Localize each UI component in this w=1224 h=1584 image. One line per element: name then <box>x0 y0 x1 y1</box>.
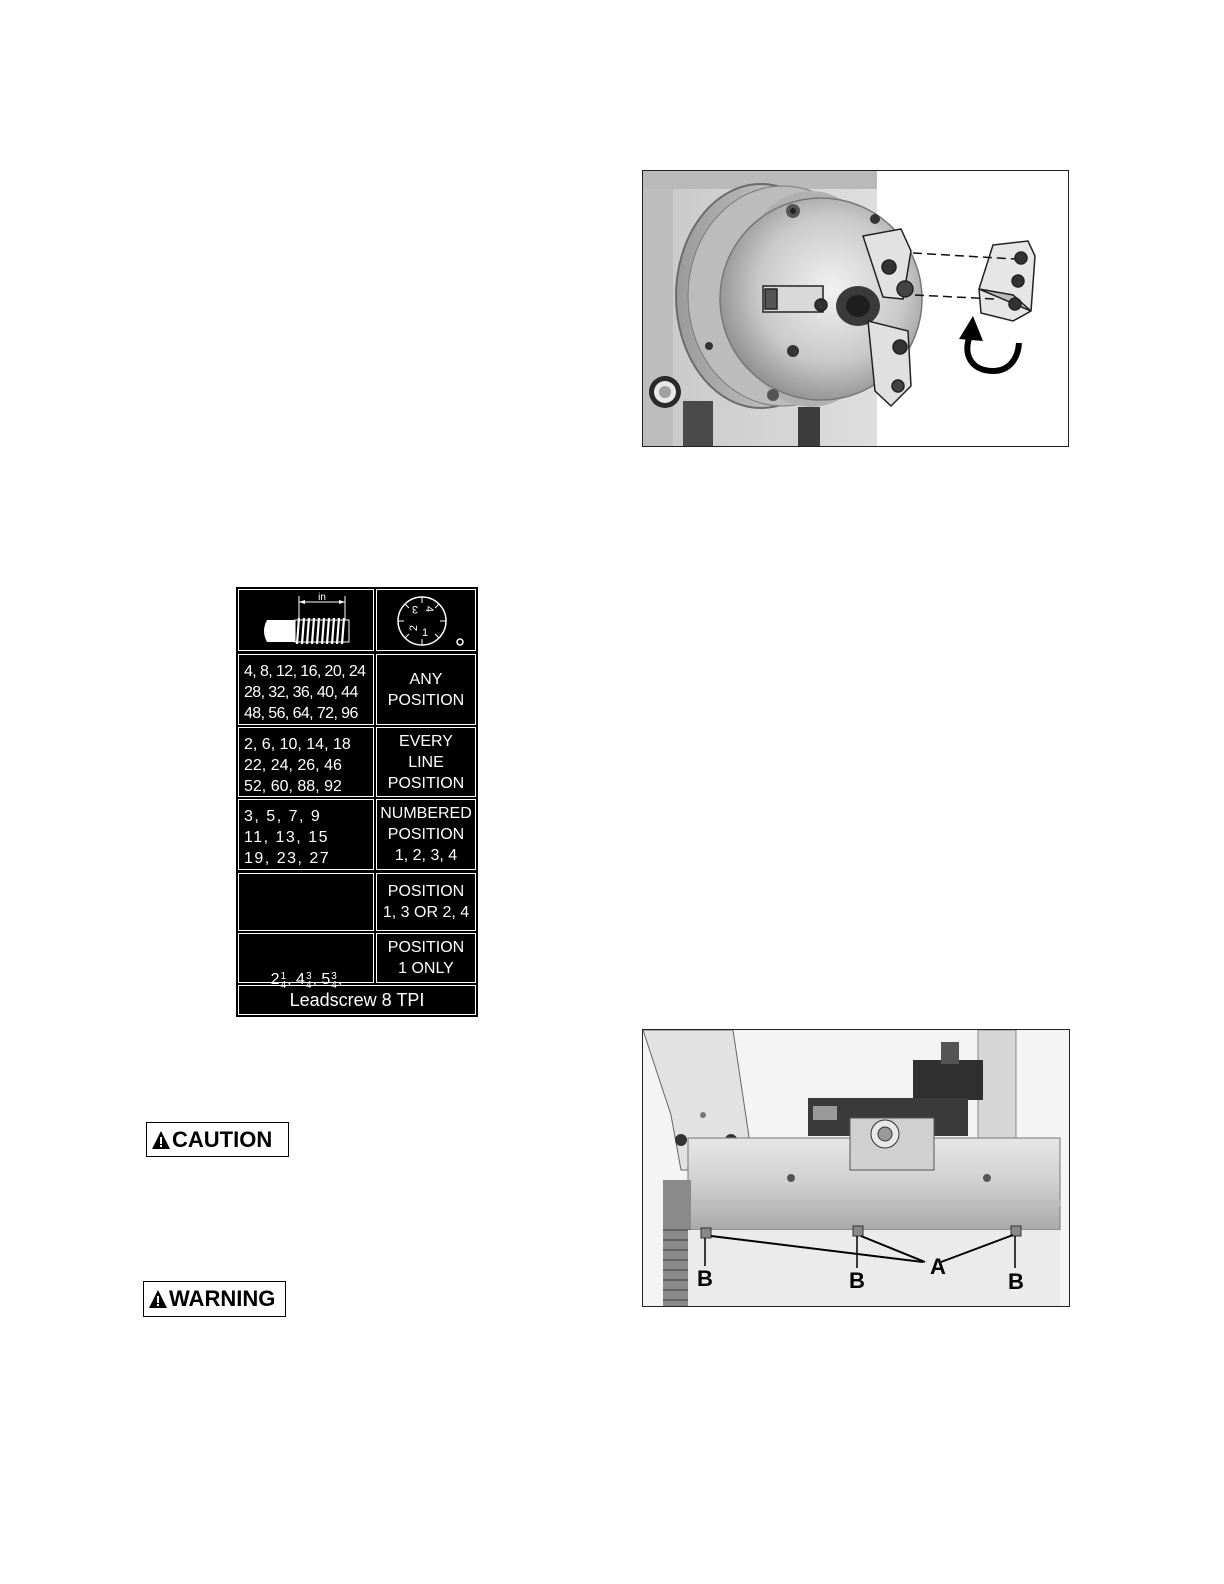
carriage-illustration <box>643 1030 1069 1306</box>
warning-text: WARNING <box>169 1286 276 1311</box>
threads-row-5 <box>238 933 374 991</box>
thread-dial-icon <box>377 590 475 650</box>
position-row-1-text: ANY POSITION <box>387 670 465 709</box>
dial-number-3: 3 <box>411 603 419 615</box>
threads-row-3 <box>238 799 374 870</box>
position-row-4 <box>376 873 476 931</box>
threaded-rod-icon <box>239 590 373 650</box>
threads-row-1 <box>238 654 374 725</box>
caution-triangle-icon <box>151 1130 171 1150</box>
position-row-5-text: POSITION 1 ONLY <box>387 939 465 977</box>
thread-pitch-header <box>238 589 374 651</box>
position-row-1 <box>376 654 476 725</box>
warning-triangle-icon <box>148 1289 168 1309</box>
threads-row-4-line-2: 6 1 2 , 11 1 2 <box>279 1052 329 1072</box>
caution-label <box>146 1122 289 1157</box>
inch-label: in <box>318 592 326 603</box>
leadscrew-footer: Leadscrew 8 TPI <box>238 985 476 1015</box>
callout-b-right: B <box>1008 1269 1024 1294</box>
position-row-5 <box>376 933 476 983</box>
warning-label <box>143 1281 286 1317</box>
dial-number-1: 1 <box>421 627 429 639</box>
position-row-2-text: EVERY LINE POSITION <box>387 732 465 792</box>
dial-number-4: 4 <box>423 605 435 613</box>
position-row-3 <box>376 799 476 870</box>
callout-b-left: B <box>697 1266 713 1291</box>
threads-row-1-values: 4, 8, 12, 16, 20, 24 28, 32, 36, 40, 44 48, 56, 64, 72, 96 <box>244 663 366 722</box>
dial-position-header <box>376 589 476 651</box>
carriage-photo <box>642 1029 1070 1307</box>
caution-text: CAUTION <box>172 1126 273 1152</box>
threads-row-3-values: 3, 5, 7, 9 11, 13, 15 19, 23, 27 <box>244 808 331 867</box>
callout-b-middle: B <box>849 1268 865 1293</box>
position-row-2 <box>376 727 476 797</box>
position-row-4-text: POSITION 1, 3 OR 2, 4 <box>382 883 470 921</box>
callout-a: A <box>930 1254 946 1279</box>
chuck-illustration <box>643 171 1068 446</box>
threads-row-5-values: 2 1 4 , 4 3 4 , 5 3 4 , <box>270 971 343 991</box>
position-row-3-text: NUMBERED POSITION 1, 2, 3, 4 <box>380 805 472 864</box>
chuck-jaw-photo <box>642 170 1069 447</box>
threading-dial-chart <box>236 587 478 1072</box>
threads-row-2 <box>238 727 374 797</box>
dial-number-2: 2 <box>408 624 420 632</box>
threads-row-2-values: 2, 6, 10, 14, 18 22, 24, 26, 46 52, 60, 88, 92 <box>244 736 351 795</box>
